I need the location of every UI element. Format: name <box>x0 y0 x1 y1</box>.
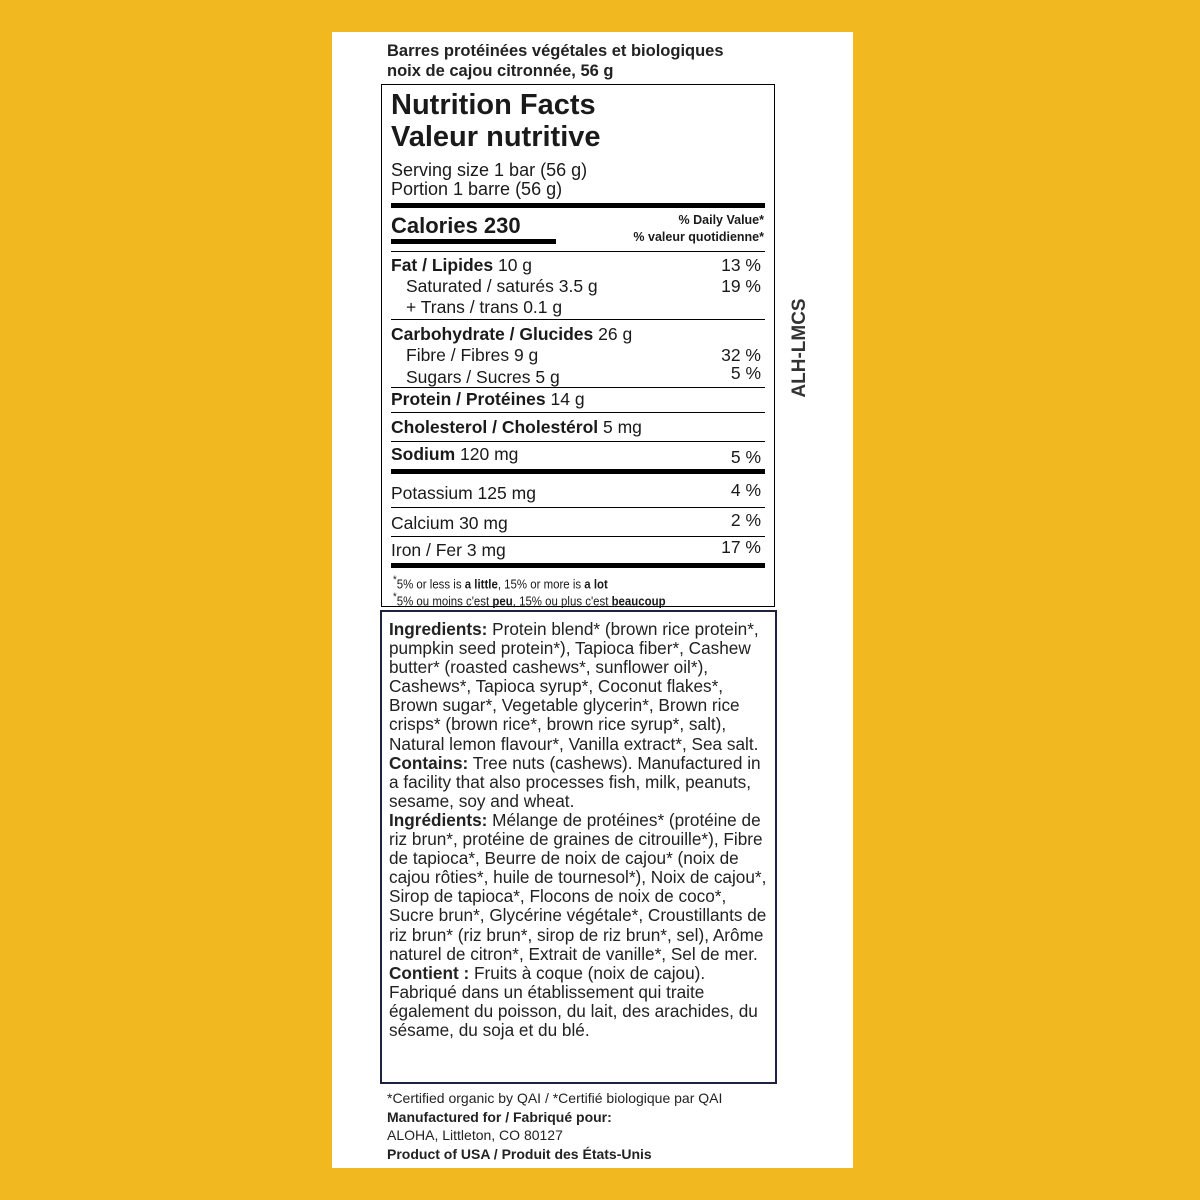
contains-label: Contains: <box>389 752 469 773</box>
fat-label: Fat / Lipides <box>391 255 494 275</box>
divider <box>391 251 765 252</box>
thick-divider <box>391 203 765 208</box>
cholesterol-amount: 5 mg <box>603 417 642 437</box>
iron-dv: 17 % <box>721 537 761 557</box>
ingredients-box <box>380 610 777 1084</box>
dv-header-en: % Daily Value* <box>678 213 764 227</box>
ingredients-text-en: Protein blend* (brown rice protein*, pumpkin seed protein*), Tapioca fiber*, Cashew butter* (roasted cashews*, sunflower oil*), Cashews*, Tapioca syrup*, Coconut flakes*, Brown sugar*, Vegetable glycerin*, Brown rice crisps* (brown rice*, brown rice syrup*, salt), Natural lemon flavour*, Vanilla extract*, Sea salt. <box>389 619 759 754</box>
iron-label: Iron / Fer 3 mg <box>391 540 506 560</box>
fibre-dv: 32 % <box>721 345 761 365</box>
dv-header-fr: % valeur quotidienne* <box>633 230 764 244</box>
sodium-label: Sodium <box>391 444 456 464</box>
sugars-dv: 5 % <box>730 363 761 383</box>
fat-dv: 13 % <box>721 255 761 275</box>
contient-label: Contient : <box>389 962 470 983</box>
sodium-dv: 5 % <box>730 447 761 467</box>
trans-label: + Trans / trans 0.1 g <box>406 297 563 317</box>
footnote-en: *5% or less is a little, 15% or more is a lot <box>393 574 608 592</box>
cholesterol-label: Cholesterol / Cholestérol <box>391 417 599 437</box>
carb-label: Carbohydrate / Glucides <box>391 324 594 344</box>
ingredients-label-en: Ingredients: <box>389 619 488 639</box>
certified-organic: *Certified organic by QAI / *Certifié biologique par QAI <box>387 1090 723 1106</box>
ingredients-text-fr: Mélange de protéines* (protéine de riz brun*, protéine de graines de citrouille*), Fibre de tapioca*, Beurre de noix de cajou* (noix de cajou rôties*, huile de tournesol*), Noix de cajou*, Sirop de tapioca*, Flocons de noix de coco*, Sucre brun*, Glycérine végétale*, Croustillants de riz brun* (riz brun*, sirop de riz brun*, sel), Arôme naturel de citron*, Extrait de vanille*, Sel de mer. <box>389 809 767 964</box>
nutrition-title-en: Nutrition Facts <box>391 89 596 121</box>
fibre-label: Fibre / Fibres 9 g <box>406 345 539 365</box>
protein-label: Protein / Protéines <box>391 389 546 409</box>
calories: Calories 230 <box>391 213 521 238</box>
saturated-label: Saturated / saturés 3.5 g <box>406 276 598 296</box>
cholesterol-row <box>391 417 765 437</box>
sugars-row <box>391 363 765 387</box>
saturated-row <box>391 276 765 296</box>
thick-divider <box>391 469 765 474</box>
carb-amount: 26 g <box>598 324 633 344</box>
saturated-dv: 19 % <box>721 276 761 296</box>
protein-row <box>391 389 765 409</box>
potassium-label: Potassium 125 mg <box>391 483 536 503</box>
product-name-line1: Barres protéinées végétales et biologiques <box>387 42 724 60</box>
calcium-dv: 2 % <box>730 510 761 530</box>
iron-row <box>391 537 765 560</box>
contient-text: Fruits à coque (noix de cajou). Fabriqué dans un établissement qui traite également du poisson, du lait, des arachides, du sésame, du soja et du blé. <box>389 962 758 1040</box>
nutrition-title-fr: Valeur nutritive <box>391 121 601 153</box>
divider <box>391 507 765 508</box>
carb-row <box>391 324 765 344</box>
fibre-row <box>391 345 765 365</box>
address: ALOHA, Littleton, CO 80127 <box>387 1127 563 1143</box>
sodium-amount: 120 mg <box>460 444 519 464</box>
ingredients-label-fr: Ingrédients: <box>389 809 488 830</box>
product-name-line2: noix de cajou citronnée, 56 g <box>387 62 614 80</box>
nutrition-facts-table <box>381 84 775 607</box>
daily-value-header <box>633 212 764 246</box>
calories-underline <box>391 239 556 244</box>
footnote-fr: *5% ou moins c'est peu, 15% ou plus c'est beaucoup <box>393 591 666 609</box>
country-of-origin: Product of USA / Produit des États-Unis <box>387 1145 652 1162</box>
thick-divider <box>391 563 765 568</box>
divider <box>391 412 765 413</box>
divider <box>391 441 765 442</box>
sugars-label: Sugars / Sucres 5 g <box>406 367 560 387</box>
serving-size <box>391 161 765 199</box>
divider <box>391 536 765 537</box>
side-code: ALH-LMCS <box>789 298 810 398</box>
potassium-dv: 4 % <box>730 480 761 500</box>
serving-en: Serving size 1 bar (56 g) <box>391 160 588 180</box>
divider <box>391 387 765 388</box>
protein-amount: 14 g <box>550 389 585 409</box>
contains-text: Tree nuts (cashews). Manufactured in a facility that also processes fish, milk, peanuts, sesame, soy and wheat. <box>389 752 761 811</box>
manufacturer-info <box>387 1089 722 1163</box>
trans-row <box>391 297 765 317</box>
nutrition-title <box>391 89 765 153</box>
divider <box>391 319 765 320</box>
serving-fr: Portion 1 barre (56 g) <box>391 179 563 199</box>
calcium-row <box>391 510 765 533</box>
fat-row <box>391 255 765 275</box>
manufactured-for: Manufactured for / Fabriqué pour: <box>387 1108 612 1125</box>
calcium-label: Calcium 30 mg <box>391 513 508 533</box>
potassium-row <box>391 480 765 503</box>
product-name <box>387 41 724 81</box>
sodium-row <box>391 444 765 467</box>
fat-amount: 10 g <box>497 255 533 275</box>
label-panel <box>332 32 853 1168</box>
